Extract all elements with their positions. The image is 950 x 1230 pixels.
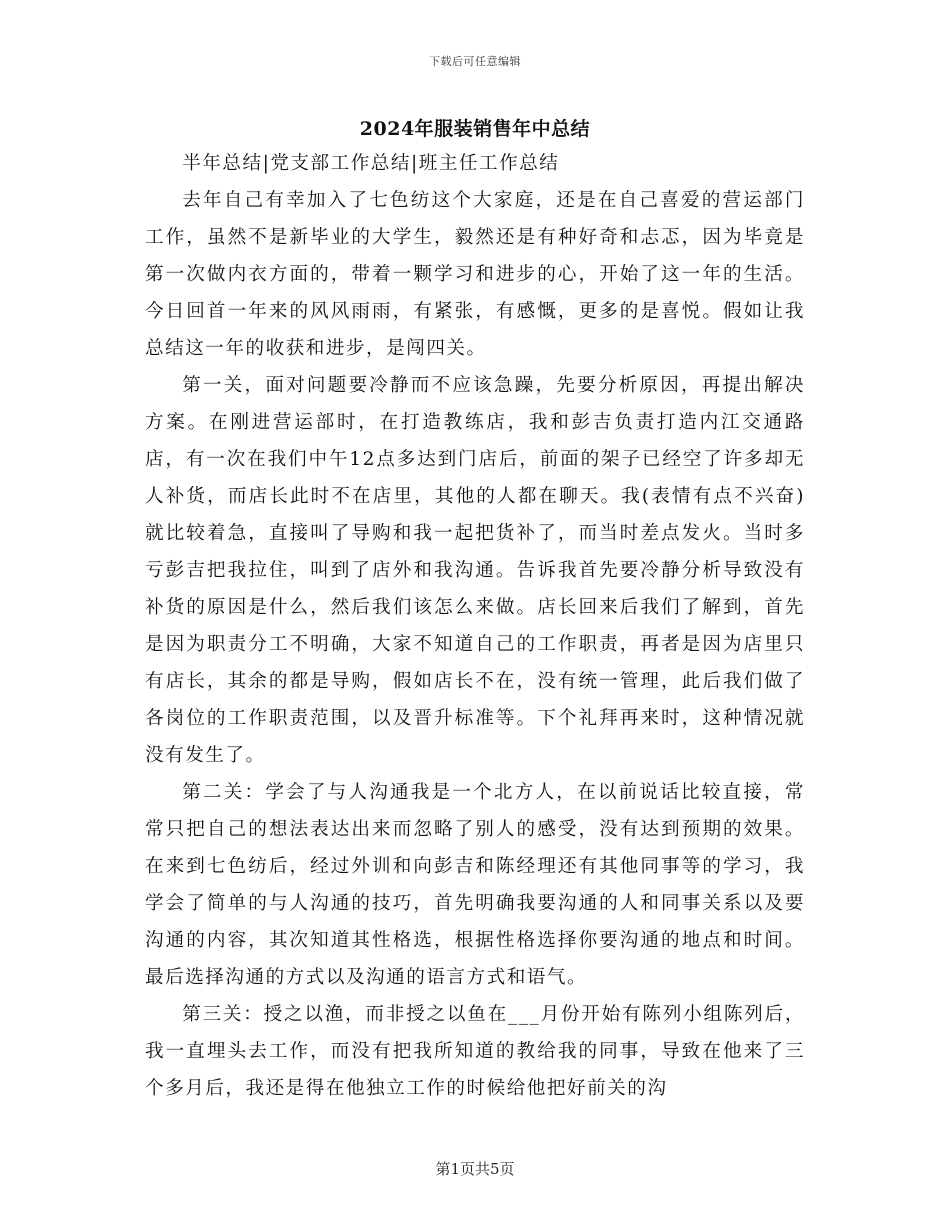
paragraph-intro: 去年自己有幸加入了七色纺这个大家庭，还是在自己喜爱的营运部门工作，虽然不是新毕业的大学生，毅然还是有种好奇和忐忑，因为毕竟是第一次做内衣方面的，带着一颗学习和进步的心，开始了这一年的生活。今日回首一年来的风风雨雨，有紧张，有感慨，更多的是喜悦。假如让我总结这一年的收获和进步，是闯四关。 (145, 190, 805, 359)
page-header-note: 下载后可任意编辑 (429, 55, 521, 68)
document-title: 2024年服装销售年中总结 (359, 118, 591, 140)
paragraph-second-pass: 第二关：学会了与人沟通我是一个北方人，在以前说话比较直接，常常只把自己的想法表达出来而忽略了别人的感受，没有达到预期的效果。在来到七色纺后，经过外训和向彭吉和陈经理还有其他同事等的学习，我学会了简单的与人沟通的技巧，首先明确我要沟通的人和同事关系以及要沟通的内容，其次知道其性格选，根据性格选择你要沟通的地点和时间。最后选择沟通的方式以及沟通的语言方式和语气。 (145, 782, 805, 988)
document-body (145, 145, 805, 1107)
paragraph-categories: 半年总结|党支部工作总结|班主任工作总结 (182, 153, 560, 174)
paragraph-third-pass: 第三关：授之以渔，而非授之以鱼在___月份开始有陈列小组陈列后，我一直埋头去工作，而没有把我所知道的教给我的同事，导致在他来了三个多月后，我还是得在他独立工作的时候给他把好前关的沟 (145, 1004, 805, 1099)
page-number: 第1页共5页 (435, 1160, 515, 1178)
paragraph-first-pass: 第一关，面对问题要冷静而不应该急躁，先要分析原因，再提出解决方案。在刚进营运部时，在打造教练店，我和彭吉负责打造内江交通路店，有一次在我们中午12点多达到门店后，前面的架子已经空了许多却无人补货，而店长此时不在店里，其他的人都在聊天。我(表情有点不兴奋)就比较着急，直接叫了导购和我一起把货补了，而当时差点发火。当时多亏彭吉把我拉住，叫到了店外和我沟通。告诉我首先要冷静分析导致没有补货的原因是什么，然后我们该怎么来做。店长回来后我们了解到，首先是因为职责分工不明确，大家不知道自己的工作职责，再者是因为店里只有店长，其余的都是导购，假如店长不在，没有统一管理，此后我们做了各岗位的工作职责范围，以及晋升标准等。下个礼拜再来时，这种情况就没有发生了。 (145, 375, 805, 766)
